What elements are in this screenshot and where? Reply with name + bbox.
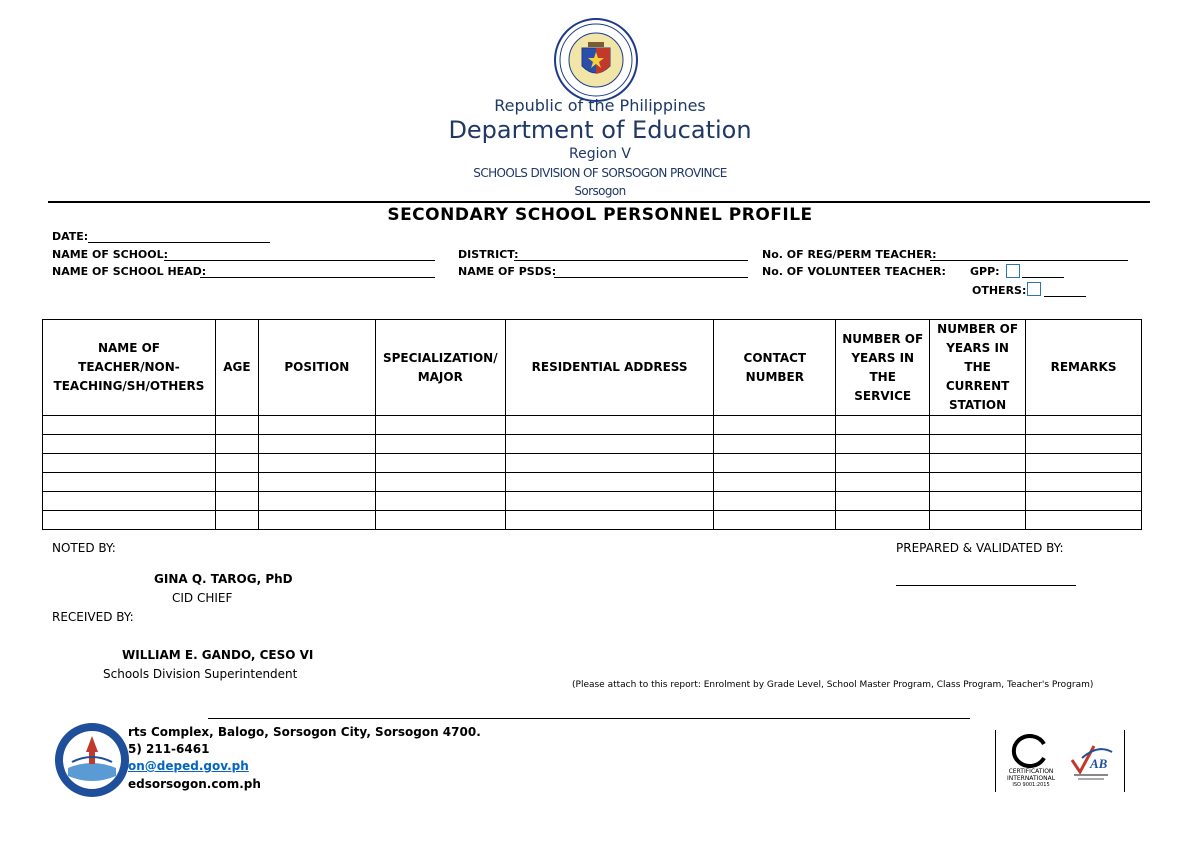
- col-header-contact: CONTACT NUMBER: [714, 320, 836, 416]
- table-cell[interactable]: [258, 435, 375, 454]
- received-by-label: RECEIVED BY:: [52, 610, 134, 624]
- col-header-years-service: NUMBER OF YEARS IN THE SERVICE: [836, 320, 930, 416]
- table-cell[interactable]: [43, 454, 216, 473]
- table-cell[interactable]: [836, 454, 930, 473]
- noted-by-title: CID CHIEF: [172, 591, 233, 605]
- received-by-name: WILLIAM E. GANDO, CESO VI: [122, 648, 314, 662]
- prepared-by-signature-line: [896, 585, 1076, 586]
- table-cell[interactable]: [215, 473, 258, 492]
- table-row: [43, 435, 1142, 454]
- table-cell[interactable]: [505, 435, 714, 454]
- table-cell[interactable]: [375, 473, 505, 492]
- table-cell[interactable]: [1026, 454, 1142, 473]
- table-cell[interactable]: [375, 492, 505, 511]
- table-cell[interactable]: [714, 492, 836, 511]
- svg-text:AB: AB: [1090, 756, 1108, 771]
- col-header-remarks: REMARKS: [1026, 320, 1142, 416]
- others-checkbox[interactable]: [1027, 282, 1041, 296]
- republic-heading: Republic of the Philippines: [494, 96, 706, 115]
- gpp-label: GPP:: [970, 265, 1000, 278]
- table-cell[interactable]: [714, 454, 836, 473]
- district-label: DISTRICT:: [458, 248, 519, 261]
- others-count-field[interactable]: [1044, 284, 1086, 297]
- certification-ring-icon: [1010, 734, 1050, 768]
- reg-perm-teacher-field[interactable]: [930, 248, 1128, 261]
- table-cell[interactable]: [43, 492, 216, 511]
- table-cell[interactable]: [215, 492, 258, 511]
- table-row: [43, 492, 1142, 511]
- region-heading: Region V: [569, 146, 631, 162]
- district-field[interactable]: [514, 248, 748, 261]
- table-cell[interactable]: [505, 511, 714, 530]
- table-cell[interactable]: [1026, 511, 1142, 530]
- gpp-checkbox[interactable]: [1006, 264, 1020, 278]
- school-head-field[interactable]: [200, 265, 435, 278]
- noted-by-name: GINA Q. TAROG, PhD: [154, 572, 293, 586]
- certification-box: [995, 730, 1125, 792]
- table-cell[interactable]: [1026, 435, 1142, 454]
- col-header-name: NAME OF TEACHER/NON-TEACHING/SH/OTHERS: [43, 320, 216, 416]
- received-by-title: Schools Division Superintendent: [103, 667, 298, 681]
- attachment-note: (Please attach to this report: Enrolment by Grade Level, School Master Program, Class Program, Teacher's Program): [572, 680, 1094, 690]
- table-cell[interactable]: [836, 435, 930, 454]
- table-cell[interactable]: [836, 416, 930, 435]
- psds-label: NAME OF PSDS:: [458, 265, 557, 278]
- school-head-label: NAME OF SCHOOL HEAD:: [52, 265, 207, 278]
- table-cell[interactable]: [836, 473, 930, 492]
- col-header-position: POSITION: [258, 320, 375, 416]
- table-cell[interactable]: [505, 473, 714, 492]
- city-heading: Sorsogon: [574, 184, 626, 198]
- table-cell[interactable]: [1026, 416, 1142, 435]
- date-label: DATE:: [52, 230, 89, 243]
- table-cell[interactable]: [258, 492, 375, 511]
- table-cell[interactable]: [836, 511, 930, 530]
- form-title: SECONDARY SCHOOL PERSONNEL PROFILE: [387, 205, 813, 225]
- school-name-label: NAME OF SCHOOL:: [52, 248, 169, 261]
- division-heading: SCHOOLS DIVISION OF SORSOGON PROVINCE: [473, 166, 727, 180]
- noted-by-label: NOTED BY:: [52, 541, 116, 555]
- table-row: [43, 511, 1142, 530]
- table-cell[interactable]: [714, 416, 836, 435]
- deped-seal-logo: [554, 18, 638, 102]
- prepared-by-label: PREPARED & VALIDATED BY:: [896, 541, 1064, 555]
- table-cell[interactable]: [714, 511, 836, 530]
- date-field[interactable]: [88, 230, 270, 243]
- department-heading: Department of Education: [448, 116, 752, 144]
- table-cell[interactable]: [215, 511, 258, 530]
- col-header-years-station: NUMBER OF YEARS IN THE CURRENT STATION: [930, 320, 1026, 416]
- table-cell[interactable]: [505, 416, 714, 435]
- header-divider: [48, 201, 1150, 203]
- table-cell[interactable]: [714, 473, 836, 492]
- others-label: OTHERS:: [972, 284, 1027, 297]
- table-cell[interactable]: [375, 416, 505, 435]
- table-cell[interactable]: [43, 416, 216, 435]
- footer-website: edsorsogon.com.ph: [128, 777, 261, 791]
- table-cell[interactable]: [836, 492, 930, 511]
- table-cell[interactable]: [215, 416, 258, 435]
- table-cell[interactable]: [930, 435, 1026, 454]
- table-cell[interactable]: [930, 492, 1026, 511]
- reg-perm-teacher-label: No. OF REG/PERM TEACHER:: [762, 248, 937, 261]
- table-cell[interactable]: [930, 416, 1026, 435]
- gpp-count-field[interactable]: [1022, 265, 1064, 278]
- table-cell[interactable]: [930, 454, 1026, 473]
- table-cell[interactable]: [43, 473, 216, 492]
- footer-divider: [208, 718, 970, 719]
- table-header-row: [43, 320, 1142, 416]
- table-cell[interactable]: [505, 492, 714, 511]
- footer-phone: 5) 211-6461: [128, 742, 210, 756]
- certification-text: CERTIFICATION INTERNATIONAL: [1006, 768, 1056, 782]
- table-cell[interactable]: [1026, 473, 1142, 492]
- table-cell[interactable]: [258, 416, 375, 435]
- table-cell[interactable]: [930, 511, 1026, 530]
- table-cell[interactable]: [215, 454, 258, 473]
- table-cell[interactable]: [375, 511, 505, 530]
- table-cell[interactable]: [505, 454, 714, 473]
- footer-address: rts Complex, Balogo, Sorsogon City, Sorsogon 4700.: [128, 725, 481, 739]
- table-cell[interactable]: [258, 473, 375, 492]
- certification-subtext: ISO 9001:2015: [1012, 782, 1050, 788]
- col-header-specialization: SPECIALIZATION/ MAJOR: [375, 320, 505, 416]
- table-cell[interactable]: [258, 454, 375, 473]
- table-cell[interactable]: [375, 454, 505, 473]
- col-header-age: AGE: [215, 320, 258, 416]
- school-name-field[interactable]: [164, 248, 435, 261]
- table-cell[interactable]: [930, 473, 1026, 492]
- footer-email-link[interactable]: on@deped.gov.ph: [128, 759, 249, 773]
- table-row: [43, 416, 1142, 435]
- col-header-address: RESIDENTIAL ADDRESS: [505, 320, 714, 416]
- personnel-table: [42, 319, 1142, 530]
- volunteer-teacher-label: No. OF VOLUNTEER TEACHER:: [762, 265, 946, 278]
- table-cell[interactable]: [1026, 492, 1142, 511]
- table-cell[interactable]: [714, 435, 836, 454]
- table-cell[interactable]: [43, 511, 216, 530]
- table-row: [43, 473, 1142, 492]
- table-cell[interactable]: [375, 435, 505, 454]
- table-cell[interactable]: [43, 435, 216, 454]
- psds-field[interactable]: [554, 265, 748, 278]
- table-cell[interactable]: [215, 435, 258, 454]
- sdo-sorsogon-seal-logo: [54, 722, 130, 798]
- table-row: [43, 454, 1142, 473]
- accreditation-badge-icon: [1068, 738, 1114, 784]
- table-cell[interactable]: [258, 511, 375, 530]
